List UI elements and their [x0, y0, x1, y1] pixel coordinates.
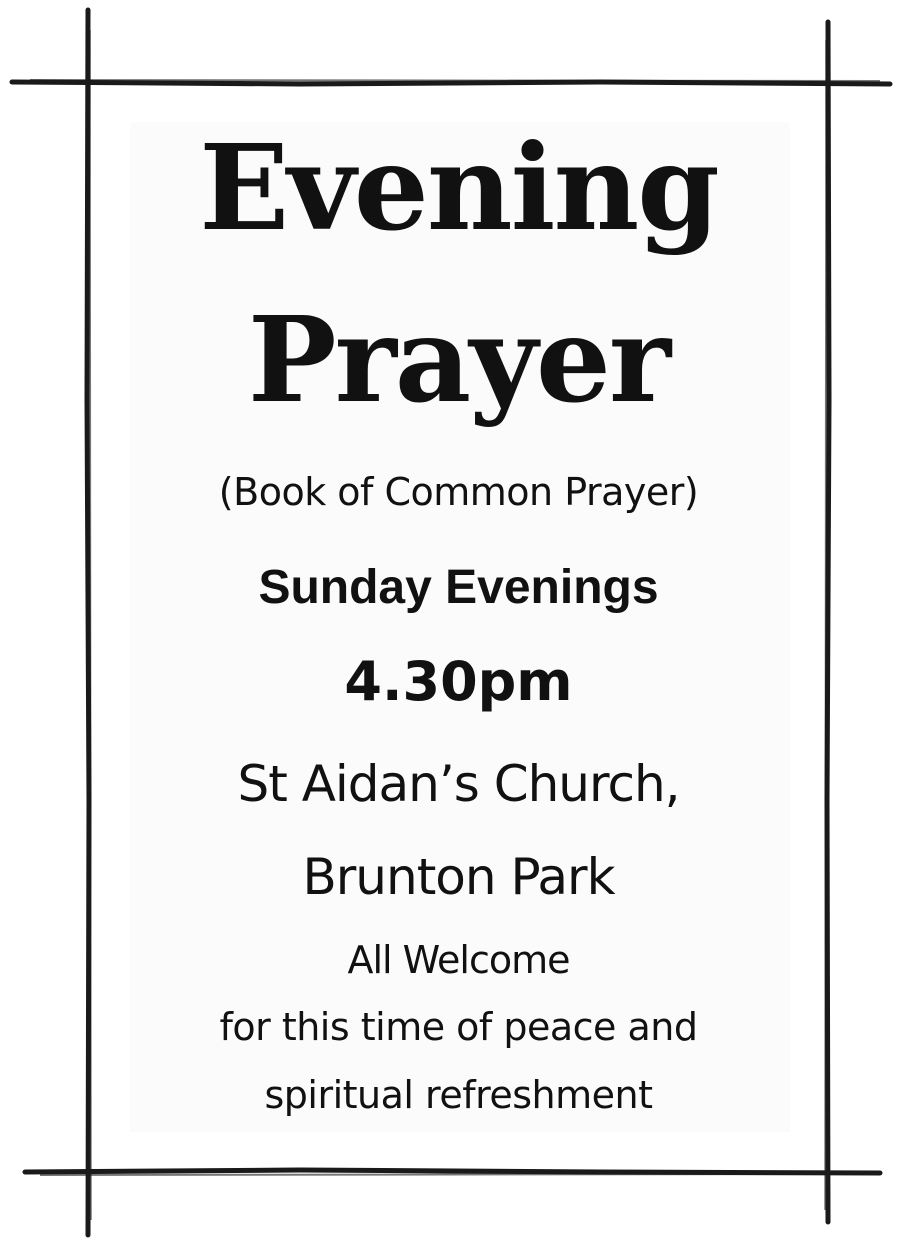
- title-line-1: Evening: [199, 118, 718, 257]
- frame-top-line: [12, 82, 890, 84]
- venue-line-2: Brunton Park: [302, 848, 615, 906]
- service-time: 4.30pm: [344, 650, 573, 713]
- welcome-text: All Welcome: [347, 938, 570, 982]
- detail-line-2: spiritual refreshment: [264, 1073, 653, 1117]
- detail-line-1: for this time of peace and: [219, 1005, 698, 1049]
- service-day: Sunday Evenings: [258, 561, 659, 614]
- venue-line-1: St Aidan’s Church,: [237, 755, 680, 813]
- subtitle: (Book of Common Prayer): [218, 470, 699, 514]
- title-line-2: Prayer: [247, 290, 670, 429]
- frame-bottom-line: [25, 1170, 880, 1173]
